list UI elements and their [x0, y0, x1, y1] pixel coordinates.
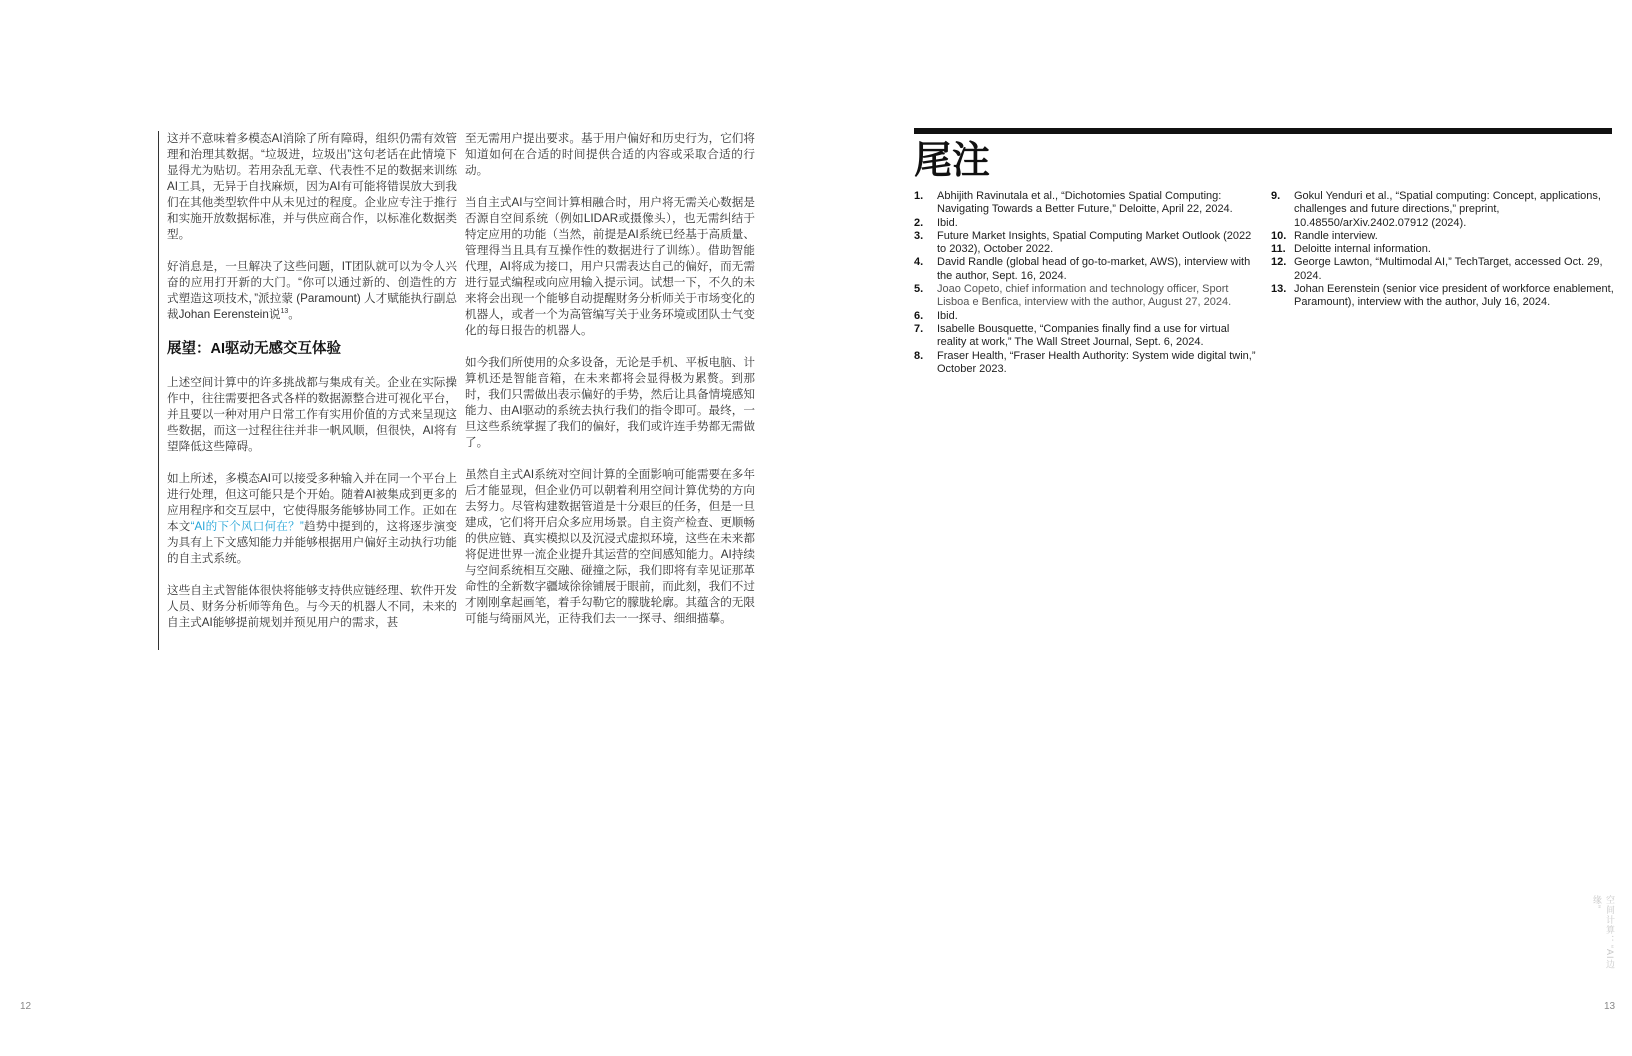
paragraph: 上述空间计算中的许多挑战都与集成有关。企业在实际操作中，往往需要把各式各样的数据源整合进可视化平台，并且要以一种对用户日常工作有实用价值的方式来呈现这些数据，而这一过程往往并非一帆风顺，但很快，AI将有望降低这些障碍。	[167, 376, 457, 453]
endnote-item: 4. David Randle (global head of go-to-market, AWS), interview with the author, Sept. 16, 2024.	[914, 256, 1251, 282]
endnote-item: 10. Randle interview.	[1271, 229, 1378, 242]
endnote-item: 3. Future Market Insights, Spatial Computing Market Outlook (2022 to 2032), October 2022.	[914, 229, 1252, 256]
paragraph: 虽然自主式AI系统对空间计算的全面影响可能需要在多年后才能显现，但企业仍可以朝着利用空间计算优势的方向去努力。尽管构建数据管道是十分艰巨的任务，但是一旦建成，它们将开启众多应用场景。自主资产检查、更顺畅的供应链、真实模拟以及沉浸式虚拟环境，这些在未来都将促进世界一流企业提升其运营的空间感知能力。AI持续与空间系统相互交融、碰撞之际，我们即将有幸见证那革命性的全新数字疆域徐徐铺展于眼前，而此刻，我们不过才刚刚拿起画笔，着手勾勒它的朦胧轮廓。其蕴含的无限可能与绮丽风光，正待我们去一一探寻、细细描摹。	[465, 468, 755, 625]
endnotes-title: 尾注	[914, 140, 991, 182]
endnotes-top-rule	[914, 128, 1612, 134]
endnote-item: 11. Deloitte internal information.	[1271, 243, 1431, 256]
endnote-item: 5. Joao Copeto, chief information and technology officer, Sport Lisboa e Benfica, interview with the author, August 27, 2024.	[914, 283, 1232, 309]
endnotes-list-2	[1271, 190, 1616, 310]
page-number-right: 13	[1604, 1001, 1616, 1012]
endnote-item: 8. Fraser Health, “Fraser Health Authority: System wide digital twin,” October 2023.	[914, 349, 1256, 375]
page-number-left: 12	[20, 1001, 32, 1012]
trend-link[interactable]: “AI的下个风口何在？”	[190, 520, 304, 533]
endnote-item: 2. Ibid.	[914, 216, 958, 229]
paragraph: 这些自主式智能体很快将能够支持供应链经理、软件开发人员、财务分析师等角色。与今天的机器人不同，未来的自主式AI能够提前规划并预见用户的需求，甚	[167, 584, 457, 629]
section-heading: 展望：AI驱动无感交互体验	[167, 341, 341, 357]
endnote-item: 6. Ibid.	[914, 309, 958, 322]
paragraph: 至无需用户提出要求。基于用户偏好和历史行为，它们将知道如何在合适的时间提供合适的内容或采取合适的行动。	[465, 132, 755, 177]
left-column-rule	[158, 131, 159, 650]
paragraph: 当自主式AI与空间计算相融合时，用户将无需关心数据是否源自空间系统（例如LIDAR或摄像头），也无需纠结于特定应用的功能（当然，前提是AI系统已经基于高质量、管理得当且具有互操作性的数据进行了训练）。借助智能代理，AI将成为接口，用户只需表达自己的偏好，而无需进行显式编程或向应用输入提示词。试想一下，不久的未来将会出现一个能够自动提醒财务分析师关于市场变化的机器人，或者一个为高管编写关于业务环境或团队士气变化的每日报告的机器人。	[465, 196, 755, 337]
paragraph: 这并不意味着多模态AI消除了所有障碍，组织仍需有效管理和治理其数据。“垃圾进，垃圾出”这句老话在此情境下显得尤为贴切。若用杂乱无章、代表性不足的数据来训练AI工具，无异于自找麻烦，因为AI有可能将错误放大到我们在其他类型软件中从未见过的程度。企业应专注于推行和实施开放数据标准，并与供应商合作，以标准化数据类型。	[167, 132, 457, 241]
endnote-item: 1. Abhijith Ravinutala et al., “Dichotomies Spatial Computing: Navigating Towards a Better Future,” Deloitte, April 22, 2024.	[914, 190, 1233, 216]
endnote-item: 12. George Lawton, “Multimodal AI,” TechTarget, accessed Oct. 29, 2024.	[1271, 256, 1603, 282]
running-header-vertical: 空间计算：“AI边缘”	[1592, 895, 1615, 970]
endnote-item: 9. Gokul Yenduri et al., “Spatial computing: Concept, applications, challenges and future directions,” preprint, 10.48550/arXiv.2402.07912 (2024).	[1271, 190, 1601, 229]
footnote-ref[interactable]: 13	[280, 308, 289, 316]
endnote-item: 13. Johan Eerenstein (senior vice president of workforce enablement, Paramount), interview with the author, July 16, 2024.	[1271, 283, 1614, 309]
paragraph: 如今我们所使用的众多设备，无论是手机、平板电脑、计算机还是智能音箱，在未来都将会显得极为累赘。到那时，我们只需做出表示偏好的手势，然后让具备情境感知能力、由AI驱动的系统去执行我们的指令即可。最终，一旦这些系统掌握了我们的偏好，我们或许连手势都无需做了。	[465, 356, 755, 449]
paragraph: 如上所述，多模态AI可以接受多种输入并在同一个平台上进行处理，但这可能只是个开始。随着AI被集成到更多的应用程序和交互层中，它使得服务能够协同工作。正如在本文“AI的下个风口何在？”趋势中提到的，这将逐步演变为具有上下文感知能力并能够根据用户偏好主动执行功能的自主式系统。	[167, 472, 457, 565]
article-column-2	[465, 131, 755, 627]
endnotes-list-1	[914, 190, 1259, 376]
endnote-item: 7. Isabelle Bousquette, “Companies finally find a use for virtual reality at work,” The Wall Street Journal, Sept. 6, 2024.	[914, 322, 1230, 349]
article-column-1	[167, 131, 457, 631]
paragraph: 好消息是，一旦解决了这些问题，IT团队就可以为令人兴奋的应用打开新的大门。“你可以通过新的、创造性的方式塑造这项技术，”派拉蒙 (Paramount) 人才赋能执行副总裁Johan Eerenstein说$^{13}$。	[167, 260, 457, 321]
